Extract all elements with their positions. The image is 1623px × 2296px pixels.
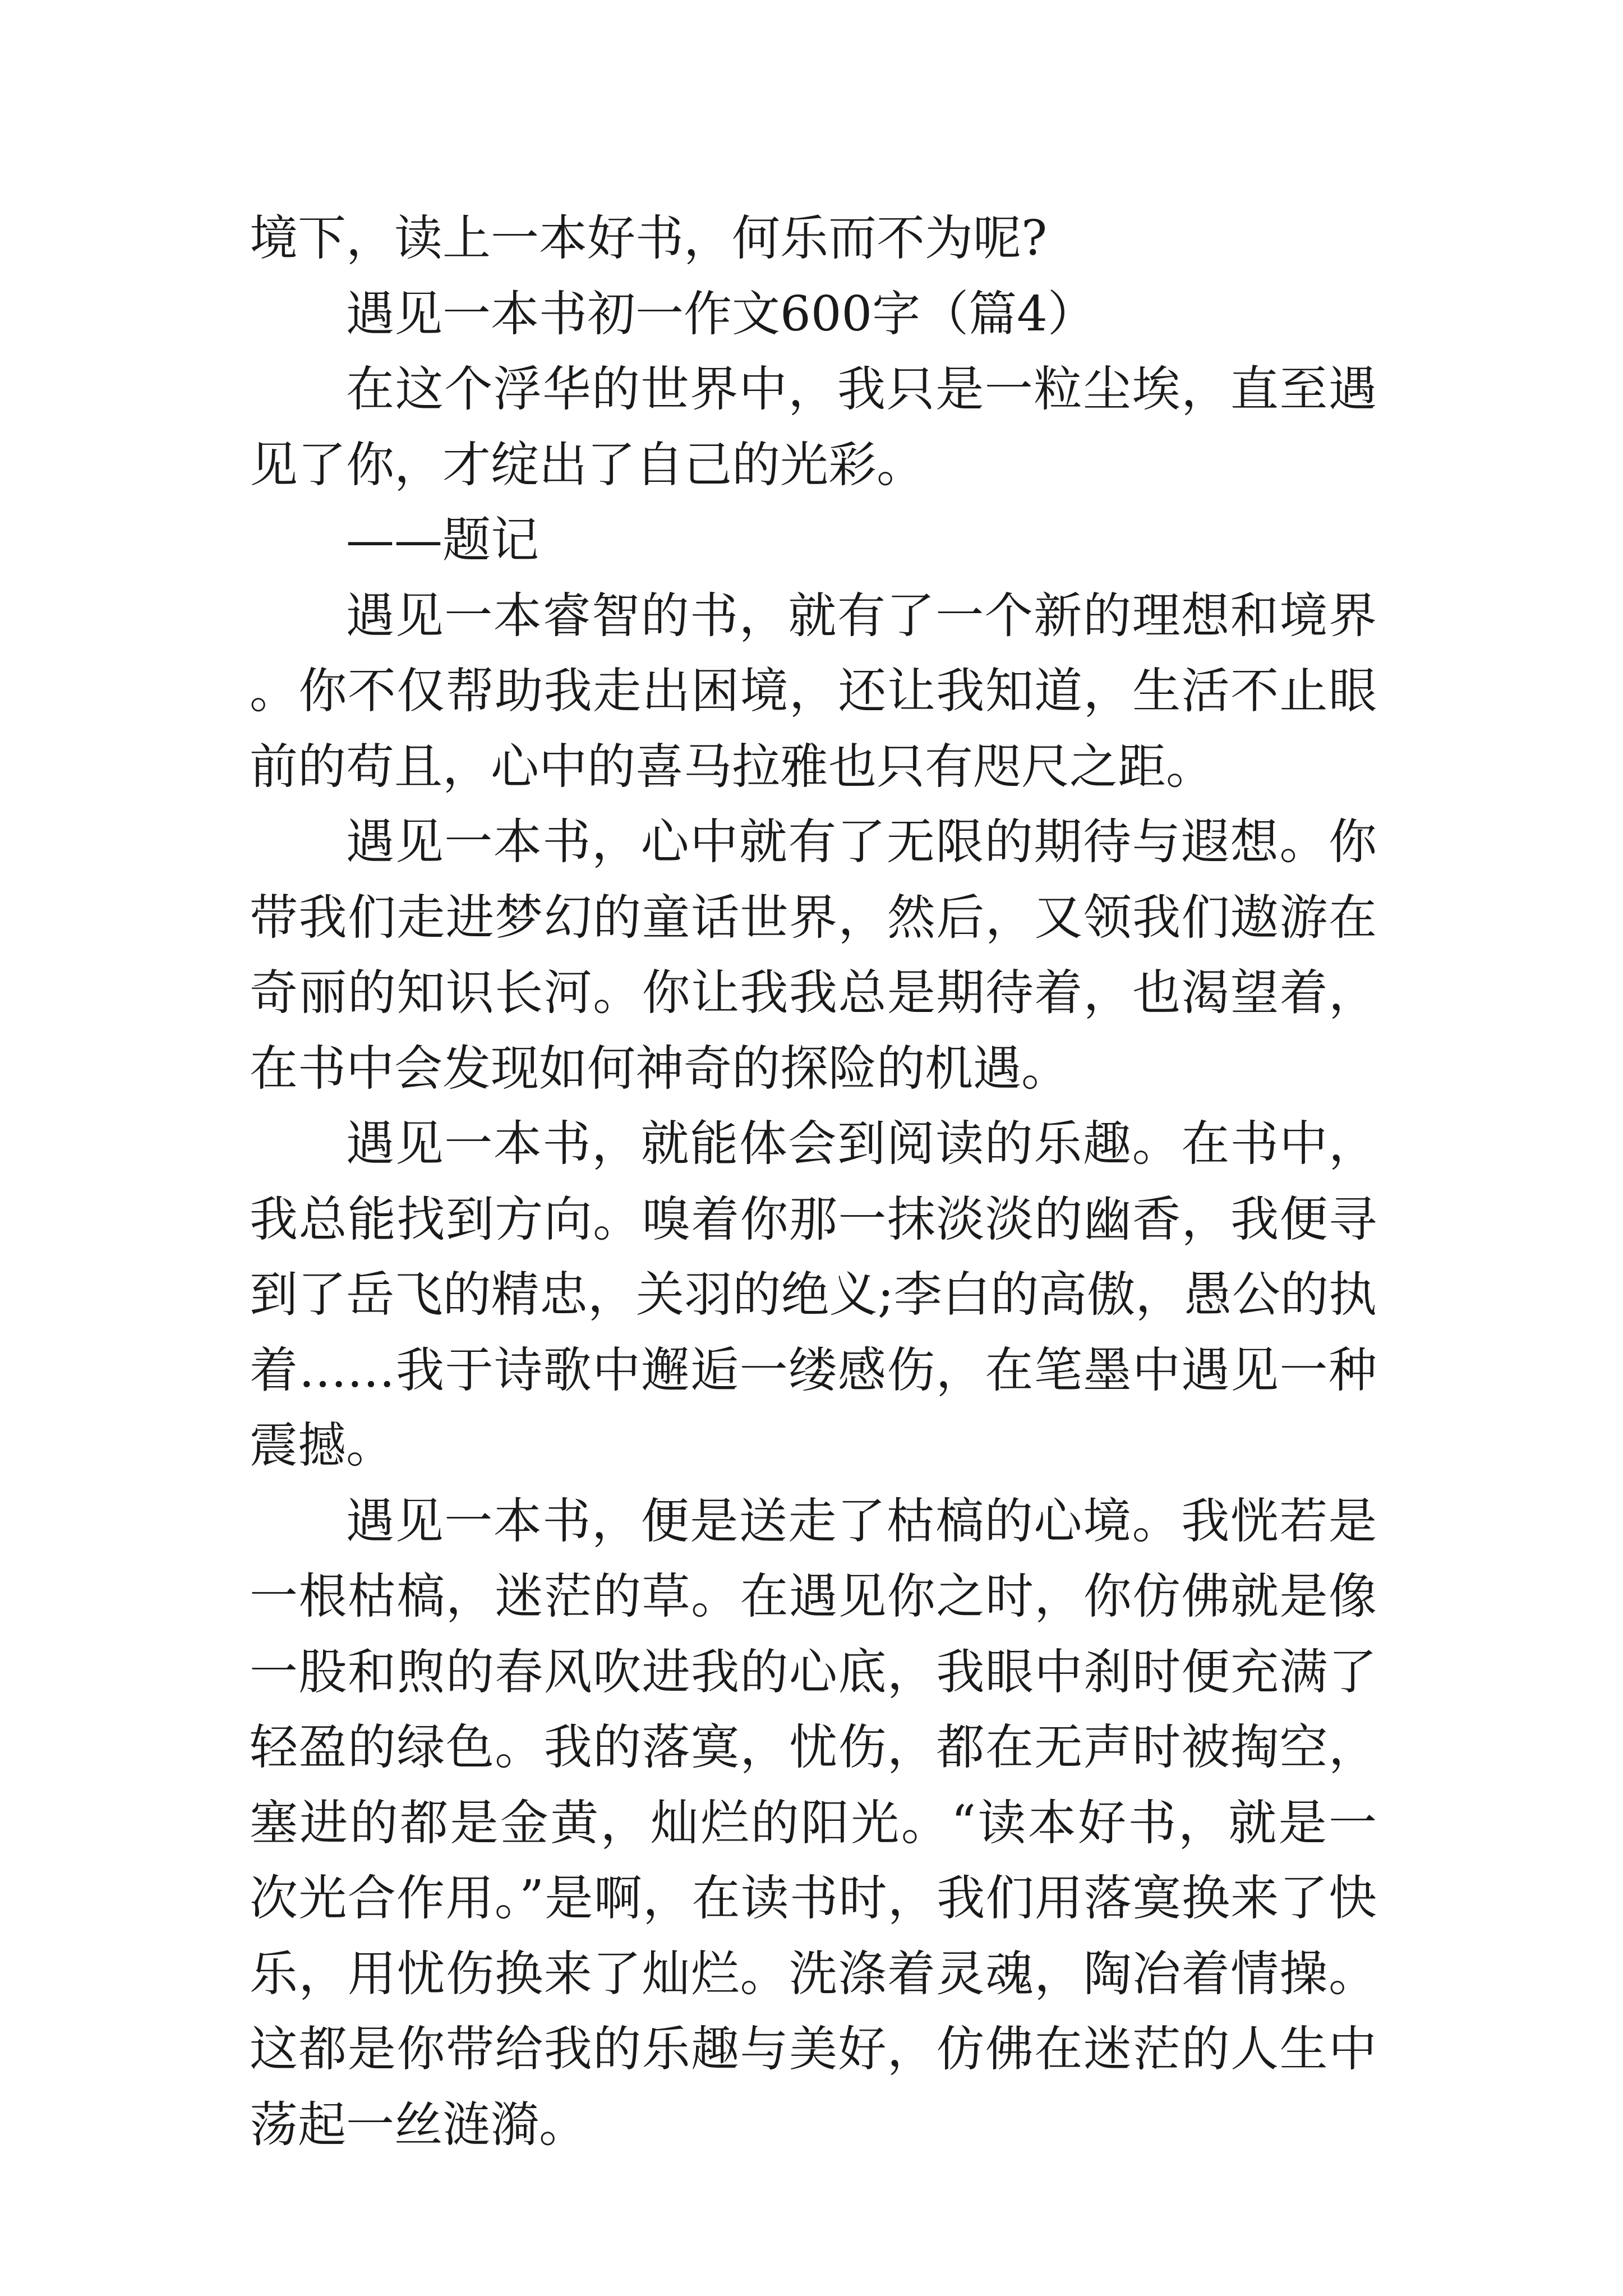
paragraph: 遇见一本书，心中就有了无限的期待与遐想。你带我们走进梦幻的童话世界，然后，又领我们遨游在奇丽的知识长河。你让我我总是期待着，也渴望着，在书中会发现如何神奇的探险的机遇。 xyxy=(250,814,1377,1097)
paragraph: 遇见一本书，就能体会到阅读的乐趣。在书中，我总能找到方向。嗅着你那一抹淡淡的幽香，我便寻到了岳飞的精忠，关羽的绝义;李白的高傲，愚公的执着……我于诗歌中邂逅一缕感伤，在笔墨中遇见一种震撼。 xyxy=(250,1116,1377,1474)
paragraph-continuation: 境下，读上一本好书，何乐而不为呢? xyxy=(250,210,1048,266)
essay-heading: 遇见一本书初一作文600字（篇4） xyxy=(346,286,1096,342)
epigraph-source: ——题记 xyxy=(346,512,539,568)
document-body xyxy=(250,201,1377,2162)
epigraph: 在这个浮华的世界中，我只是一粒尘埃，直至遇见了你，才绽出了自己的光彩。 xyxy=(250,361,1377,493)
paragraph: 遇见一本睿智的书，就有了一个新的理想和境界。你不仅帮助我走出困境，还让我知道，生活不止眼前的苟且，心中的喜马拉雅也只有咫尺之距。 xyxy=(250,587,1377,795)
paragraph: 遇见一本书，便是送走了枯槁的心境。我恍若是一根枯槁，迷茫的草。在遇见你之时，你仿佛就是像一股和煦的春风吹进我的心底，我眼中刹时便充满了轻盈的绿色。我的落寞，忧伤，都在无声时被掏空，塞进的都是金黄，灿烂的阳光。“读本好书，就是一次光合作用。”是啊，在读书时，我们用落寞换来了快乐，用忧伤换来了灿烂。洗涤着灵魂，陶冶着情操。这都是你带给我的乐趣与美好，仿佛在迷茫的人生中荡起一丝涟漪。 xyxy=(250,1493,1377,2153)
